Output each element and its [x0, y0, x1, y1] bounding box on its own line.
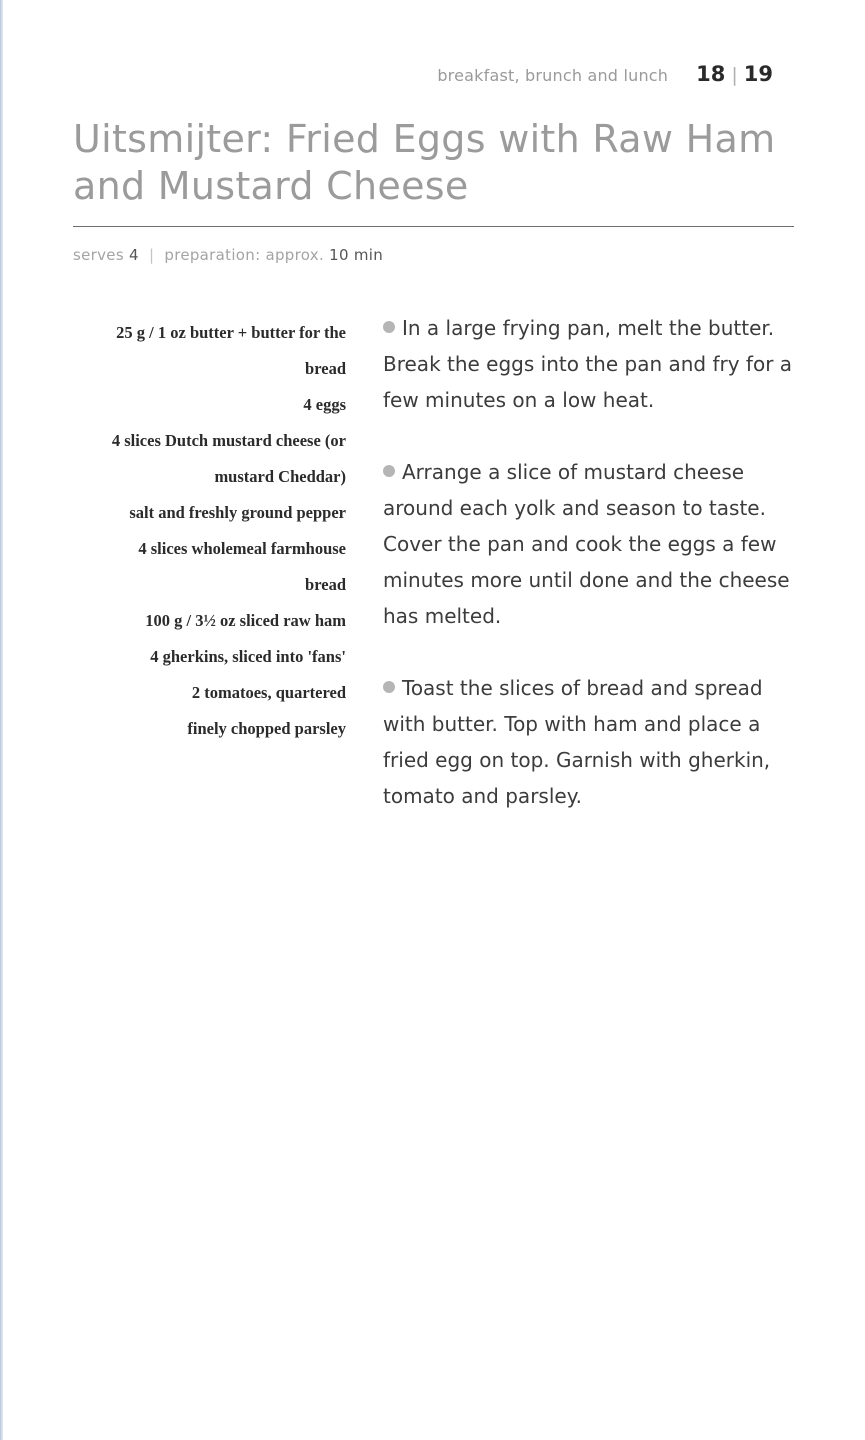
ingredient-item: finely chopped parsley — [187, 719, 346, 738]
ingredient-item: 100 g / 3½ oz sliced raw ham — [145, 611, 346, 630]
prep-label: preparation: approx. — [164, 246, 325, 264]
step-text: Arrange a slice of mustard cheese around each yolk and season to taste. Cover the pan and cook the eggs a few minutes more until done and the cheese has melted. — [383, 460, 790, 628]
ingredient-item: 4 eggs — [303, 395, 346, 414]
title-divider — [73, 226, 794, 227]
page-edge — [0, 0, 3, 1440]
ingredient-item: salt and freshly ground pepper — [129, 503, 346, 522]
page-number-right: 19 — [743, 62, 773, 86]
meta-separator: | — [148, 246, 155, 264]
method-steps — [383, 310, 793, 850]
page-number-left: 18 — [696, 62, 726, 86]
recipe-title: Uitsmijter: Fried Eggs with Raw Ham and Mustard Cheese — [73, 117, 776, 208]
step-text: In a large frying pan, melt the butter. Break the eggs into the pan and fry for a few minutes on a low heat. — [383, 316, 793, 412]
method-step — [383, 670, 793, 814]
bullet-icon — [383, 681, 395, 693]
bullet-icon — [383, 465, 395, 477]
ingredient-item: 4 gherkins, sliced into 'fans' — [150, 647, 346, 666]
page-numbers — [696, 62, 773, 86]
ingredient-item: 25 g / 1 oz butter + butter for the bread — [116, 323, 346, 378]
page-number-separator: | — [731, 64, 738, 86]
recipe-meta — [73, 246, 383, 264]
ingredient-item: 4 slices wholemeal farmhouse bread — [138, 539, 346, 594]
ingredient-item: 4 slices Dutch mustard cheese (or mustard Cheddar) — [111, 431, 346, 486]
serves-label: serves — [73, 246, 124, 264]
prep-value: 10 min — [329, 246, 384, 264]
ingredient-item: 2 tomatoes, quartered — [191, 683, 346, 702]
serves-value: 4 — [129, 246, 139, 264]
section-name: breakfast, brunch and lunch — [437, 66, 669, 85]
step-text: Toast the slices of bread and spread with butter. Top with ham and place a fried egg on top. Garnish with gherkin, tomato and parsley. — [383, 676, 771, 808]
method-step — [383, 310, 793, 418]
running-head — [437, 62, 773, 86]
bullet-icon — [383, 321, 395, 333]
method-step — [383, 454, 793, 634]
ingredient-list — [100, 315, 346, 747]
